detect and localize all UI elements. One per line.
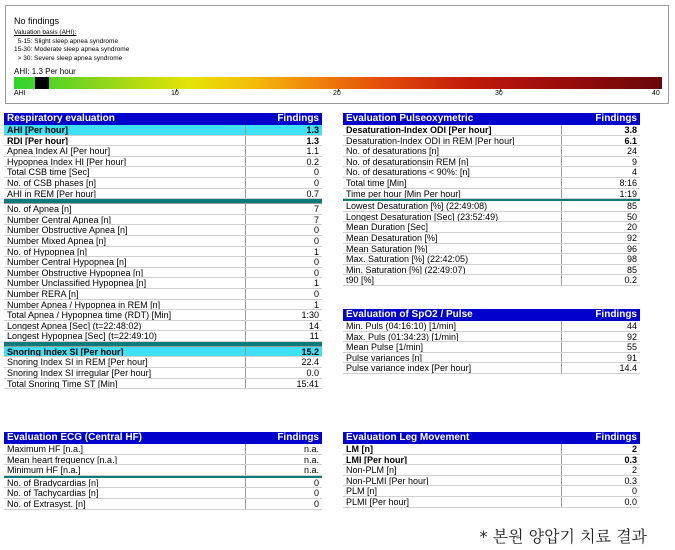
table-row	[4, 204, 322, 215]
table-title: Evaluation Pulseoxymetric	[346, 113, 474, 124]
row-label: Mean Saturation [%]	[346, 243, 428, 254]
row-label: Min. Saturation [%] (22:49:07)	[346, 264, 466, 275]
findings-header: Findings	[595, 432, 637, 443]
row-label: Max. Puls (01:34:23) [1/min]	[346, 331, 459, 342]
ahi-summary-panel	[5, 5, 669, 104]
row-value: 7	[245, 204, 322, 214]
row-value: 20	[561, 222, 640, 232]
findings-header: Findings	[277, 113, 319, 124]
table-row	[4, 268, 322, 279]
ahi-scale	[14, 90, 662, 100]
respiratory-evaluation-table	[4, 113, 322, 389]
table-row	[4, 236, 322, 247]
pulseoxymetric-table	[343, 113, 640, 286]
row-value: 92	[561, 233, 640, 243]
row-value: 0.3	[561, 455, 640, 465]
tick-label: 10	[171, 90, 179, 97]
row-label: Number Unclassified Hypopnea [n]	[7, 278, 147, 288]
table-row	[4, 357, 322, 368]
row-value: 0.3	[561, 476, 640, 486]
valuation-basis-line: 15-30: Moderate sleep apnea syndrome	[14, 46, 130, 53]
row-value: 7	[245, 215, 322, 225]
row-value: 1	[245, 278, 322, 288]
row-group	[343, 321, 640, 374]
row-group	[4, 204, 322, 342]
table-row	[4, 300, 322, 311]
row-value: 1.3	[245, 136, 322, 146]
row-label: No. of Extrasyst. [n]	[7, 498, 86, 509]
row-label: No. of CSB phases [n]	[7, 177, 97, 188]
row-label: Number RERA [n]	[7, 288, 79, 299]
ahi-level-marker	[35, 77, 49, 89]
row-value: 1.1	[245, 146, 322, 156]
table-row	[4, 157, 322, 168]
table-row	[343, 265, 640, 276]
row-value: 1:19	[561, 189, 640, 199]
row-value: n.a.	[245, 455, 322, 465]
ahi-severity-bar	[14, 77, 662, 89]
row-label: RDI [Per hour]	[7, 135, 69, 146]
row-label: Number Apnea / Hypopnea in REM [n]	[7, 299, 161, 310]
row-label: PLM [n]	[346, 486, 378, 496]
row-label: Desaturation-Index ODI in REM [Per hour]	[346, 135, 515, 146]
table-row	[4, 189, 322, 200]
row-label: No. of Tachycardias [n]	[7, 488, 99, 498]
table-row	[4, 499, 322, 510]
row-label: Snoring Index SI irregular [Per hour]	[7, 368, 152, 378]
findings-header: Findings	[277, 432, 319, 443]
table-row	[4, 310, 322, 321]
row-label: Mean Pulse [1/min]	[346, 342, 424, 352]
row-value: 91	[561, 353, 640, 363]
row-value: 0	[561, 486, 640, 496]
table-row	[343, 444, 640, 455]
table-header	[4, 113, 322, 125]
row-label: Mean Desaturation [%]	[346, 232, 438, 243]
row-label: Hypopnea Index HI [Per hour]	[7, 156, 127, 167]
table-row	[343, 342, 640, 353]
row-value: 0	[245, 178, 322, 188]
row-label: Number Obstructive Apnea [n]	[7, 225, 128, 235]
row-value: 96	[561, 244, 640, 254]
row-value: 1:30	[245, 310, 322, 320]
table-row	[343, 332, 640, 343]
row-value: n.a.	[245, 465, 322, 475]
table-row	[4, 478, 322, 489]
table-title: Evaluation ECG (Central HF)	[7, 432, 143, 443]
row-value: 0.2	[561, 275, 640, 285]
row-value: 15:41	[245, 379, 322, 389]
table-row	[343, 212, 640, 223]
row-value: 0	[245, 499, 322, 509]
row-value: 2	[561, 444, 640, 454]
row-value: 8:16	[561, 178, 640, 188]
row-label: Desaturation-Index ODI [Per hour]	[346, 125, 492, 135]
row-label: LMI [Per hour]	[346, 454, 407, 465]
table-row	[4, 225, 322, 236]
table-row	[343, 353, 640, 364]
row-label: Total Snoring Time ST [Min]	[7, 378, 118, 389]
row-label: PLMI [Per hour]	[346, 496, 410, 507]
row-label: No. of Hypopnea [n]	[7, 246, 88, 257]
table-row	[4, 215, 322, 226]
row-value: n.a.	[245, 444, 322, 454]
row-label: Longest Hypopnea [Sec] (t=22:49:10)	[7, 331, 157, 341]
row-value: 0	[245, 167, 322, 177]
table-row	[4, 321, 322, 332]
row-label: Number Central Apnea [n]	[7, 214, 112, 225]
table-row	[343, 476, 640, 487]
table-title: Respiratory evaluation	[7, 113, 115, 124]
row-value: 0	[245, 488, 322, 498]
row-value: 0	[245, 289, 322, 299]
row-value: 22.4	[245, 357, 322, 367]
row-label: Longest Apnea [Sec] (t=22:48:02)	[7, 320, 142, 331]
row-value: 11	[245, 331, 322, 341]
row-label: Maximum HF [n.a.]	[7, 444, 84, 454]
tick-label: 20	[333, 90, 341, 97]
table-row	[343, 486, 640, 497]
table-title: Evaluation of SpO2 / Pulse	[346, 309, 473, 320]
row-value: 0	[245, 478, 322, 488]
table-row	[4, 368, 322, 379]
row-value: 14.4	[561, 363, 640, 373]
row-label: Pulse variances [n]	[346, 352, 423, 363]
row-group	[4, 347, 322, 389]
row-value: 85	[561, 201, 640, 211]
table-row	[343, 233, 640, 244]
table-row	[343, 201, 640, 212]
table-row	[4, 136, 322, 147]
row-value: 2	[561, 465, 640, 475]
row-value: 0	[245, 236, 322, 246]
table-row	[4, 488, 322, 499]
row-value: 14	[245, 321, 322, 331]
row-group	[343, 201, 640, 286]
row-label: Snoring Index SI [Per hour]	[7, 346, 124, 357]
row-value: 4	[561, 167, 640, 177]
table-header	[343, 432, 640, 444]
spo2-pulse-table	[343, 309, 640, 374]
table-row	[343, 254, 640, 265]
row-label: Non-PLMI [Per hour]	[346, 475, 429, 486]
row-value: 92	[561, 332, 640, 342]
row-group	[343, 125, 640, 199]
table-title: Evaluation Leg Movement	[346, 432, 470, 443]
table-header	[343, 113, 640, 125]
table-row	[343, 125, 640, 136]
table-row	[343, 222, 640, 233]
row-value: 6.1	[561, 136, 640, 146]
valuation-basis-line: > 30: Severe sleep apnea syndrome	[14, 54, 123, 62]
table-row	[4, 257, 322, 268]
row-label: LM [n]	[346, 444, 373, 454]
table-row	[4, 178, 322, 189]
valuation-basis-line: 5-15: Slight sleep apnea syndrome	[14, 37, 119, 45]
table-row	[4, 278, 322, 289]
table-row	[343, 465, 640, 476]
row-value: 1	[245, 247, 322, 257]
table-row	[343, 321, 640, 332]
row-label: No. of Bradycardias [n]	[7, 477, 99, 488]
caption: * 본원 양압기 치료 결과	[479, 527, 647, 546]
row-value: 0	[245, 257, 322, 267]
leg-movement-table	[343, 432, 640, 508]
table-row	[4, 465, 322, 476]
table-row	[4, 455, 322, 466]
ahi-value: AHI: 1.3 Per hour	[14, 67, 76, 76]
row-label: AHI in REM [Per hour]	[7, 188, 97, 199]
table-row	[4, 331, 322, 342]
row-label: Number Obstructive Hypopnea [n]	[7, 267, 144, 278]
row-value: 0.0	[561, 497, 640, 507]
row-value: 24	[561, 146, 640, 156]
row-value: 50	[561, 212, 640, 222]
tick-label: 30	[495, 90, 503, 97]
row-group	[343, 444, 640, 508]
row-value: 0	[245, 268, 322, 278]
row-value: 98	[561, 254, 640, 264]
row-label: Lowest Desaturation [%] (22:49:08)	[346, 201, 488, 211]
row-value: 1	[245, 300, 322, 310]
row-label: Total time [Min]	[346, 177, 407, 188]
valuation-basis-title: Valuation basis (AHI):	[14, 29, 77, 36]
table-row	[343, 189, 640, 200]
row-label: Minimum HF [n.a.]	[7, 465, 81, 475]
table-row	[4, 247, 322, 258]
table-row	[4, 347, 322, 358]
table-row	[343, 497, 640, 508]
row-value: 15.2	[245, 347, 322, 357]
table-row	[343, 275, 640, 286]
table-row	[343, 455, 640, 466]
tick-label: 40	[652, 90, 660, 97]
row-label: Time per hour [Min Per hour]	[346, 188, 461, 199]
row-value: 3.8	[561, 125, 640, 135]
row-value: 0.0	[245, 368, 322, 378]
row-label: Number Central Hypopnea [n]	[7, 257, 127, 267]
row-value: 55	[561, 342, 640, 352]
row-group	[4, 444, 322, 476]
table-row	[4, 167, 322, 178]
table-row	[343, 244, 640, 255]
table-row	[4, 444, 322, 455]
table-row	[4, 125, 322, 136]
row-label: Max. Saturation [%] (22:42:05)	[346, 254, 469, 264]
row-label: Total CSB time [Sec]	[7, 167, 90, 177]
table-row	[343, 146, 640, 157]
row-value: 0.7	[245, 189, 322, 199]
row-label: Number Mixed Apnea [n]	[7, 235, 107, 246]
row-label: Snoring Index SI in REM [Per hour]	[7, 357, 148, 368]
row-value: 85	[561, 265, 640, 275]
row-value: 44	[561, 321, 640, 331]
row-label: t90 [%]	[346, 275, 375, 285]
row-value: 0.2	[245, 157, 322, 167]
table-row	[343, 178, 640, 189]
table-row	[343, 157, 640, 168]
table-row	[4, 289, 322, 300]
findings-header: Findings	[595, 113, 637, 124]
row-label: No. of desaturations [n]	[346, 146, 440, 156]
row-label: No. of Apnea [n]	[7, 204, 72, 214]
table-row	[343, 363, 640, 374]
row-group	[4, 125, 322, 199]
table-row	[343, 136, 640, 147]
row-value: 0	[245, 225, 322, 235]
row-label: Apnea Index AI [Per hour]	[7, 146, 111, 156]
findings-text: No findings	[14, 16, 60, 26]
row-label: Mean heart frequency [n.a.]	[7, 454, 118, 465]
row-label: No. of desaturationsin REM [n]	[346, 156, 469, 167]
row-label: AHI [Per hour]	[7, 125, 69, 135]
row-value: 9	[561, 157, 640, 167]
table-row	[343, 167, 640, 178]
valuation-basis	[14, 29, 129, 63]
row-label: Total Apnea / Hypopnea time (RDT) [Min]	[7, 310, 172, 320]
table-row	[4, 146, 322, 157]
ecg-table	[4, 432, 322, 510]
row-label: Longest Desaturation [Sec] (23:52:49)	[346, 211, 499, 222]
row-label: Mean Duration [Sec]	[346, 222, 429, 232]
row-label: No. of desaturations < 90%: [n]	[346, 167, 470, 177]
table-header	[343, 309, 640, 321]
table-header	[4, 432, 322, 444]
ahi-scale-label: AHI	[14, 90, 26, 97]
findings-header: Findings	[595, 309, 637, 320]
row-label: Pulse variance index [Per hour]	[346, 363, 472, 373]
table-row	[4, 379, 322, 390]
row-label: Min. Puls (04:16:10) [1/min]	[346, 321, 457, 331]
row-label: Non-PLM [n]	[346, 465, 397, 475]
row-group	[4, 478, 322, 510]
row-value: 1.3	[245, 125, 322, 135]
